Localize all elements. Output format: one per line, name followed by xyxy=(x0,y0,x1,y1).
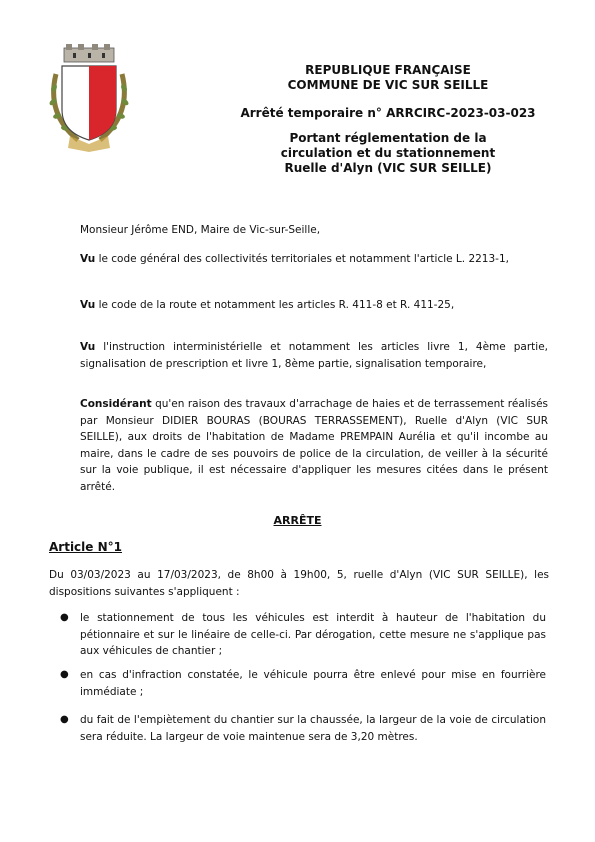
vu-text-1: le code général des collectivités territoriales et notamment l'article L. 2213-1, xyxy=(95,253,509,265)
bullet-icon: ● xyxy=(60,612,69,623)
vu-text-2: le code de la route et notamment les articles R. 411-8 et R. 411-25, xyxy=(95,299,455,311)
vu-label: Vu xyxy=(80,299,96,311)
considerant-label: Considérant xyxy=(80,398,152,410)
header-republique: REPUBLIQUE FRANÇAISE xyxy=(305,63,471,77)
header-subject-2: circulation et du stationnement xyxy=(280,146,496,160)
vu-text-3: l'instruction interministérielle et notamment les articles livre 1, 4ème partie, signalisation de prescription et livre 1, 8ème partie, signalisation temporaire, xyxy=(80,341,548,370)
header-commune: COMMUNE DE VIC SUR SEILLE xyxy=(287,78,489,92)
bullet-icon: ● xyxy=(60,714,69,725)
vu-paragraph-2 xyxy=(80,297,548,314)
vu-paragraph-3 xyxy=(80,339,548,372)
considerant-text: qu'en raison des travaux d'arrachage de haies et de terrassement réalisés par Monsieur DIDIER BOURAS (BOURAS TERRASSEMENT), Ruelle d'Alyn (VIC SUR SEILLE), aux droits de l'habitation de Madame PREMPAIN Aurélia et qu'il incombe au maire, dans le cadre de ses pouvoirs de police de la circulation, de veiller à la sécurité sur la voie publique, il est nécessaire d'appliquer les mesures citées dans le présent arrêté. xyxy=(80,398,548,493)
intro-paragraph: Monsieur Jérôme END, Maire de Vic-sur-Seille, xyxy=(80,224,321,236)
coat-of-arms-logo xyxy=(48,44,130,152)
list-item-text: du fait de l'empiètement du chantier sur la chaussée, la largeur de la voie de circulation sera réduite. La largeur de voie maintenue sera de 3,20 mètres. xyxy=(80,714,546,743)
considerant-paragraph xyxy=(80,396,548,495)
header-subject-1: Portant réglementation de la xyxy=(289,131,487,145)
vu-label: Vu xyxy=(80,253,96,265)
header-arrete-number: Arrêté temporaire n° ARRCIRC-2023-03-023 xyxy=(240,106,536,120)
article-1-intro: Du 03/03/2023 au 17/03/2023, de 8h00 à 19h00, 5, ruelle d'Alyn (VIC SUR SEILLE), les dispositions suivantes s'appliquent : xyxy=(49,569,549,598)
arrete-heading: ARRÊTE xyxy=(273,514,322,527)
vu-label: Vu xyxy=(80,341,96,353)
bullet-icon: ● xyxy=(60,669,69,680)
header-subject-3: Ruelle d'Alyn (VIC SUR SEILLE) xyxy=(284,161,492,175)
list-item-text: le stationnement de tous les véhicules est interdit à hauteur de l'habitation du pétionnaire et sur le linéaire de celle-ci. Par dérogation, cette mesure ne s'applique pas aux véhicules de chantier ; xyxy=(80,612,546,657)
article-1-title: Article N°1 xyxy=(49,540,122,554)
list-item-text: en cas d'infraction constatée, le véhicule pourra être enlevé pour mise en fourrière immédiate ; xyxy=(80,669,546,698)
vu-paragraph-1 xyxy=(80,251,548,268)
